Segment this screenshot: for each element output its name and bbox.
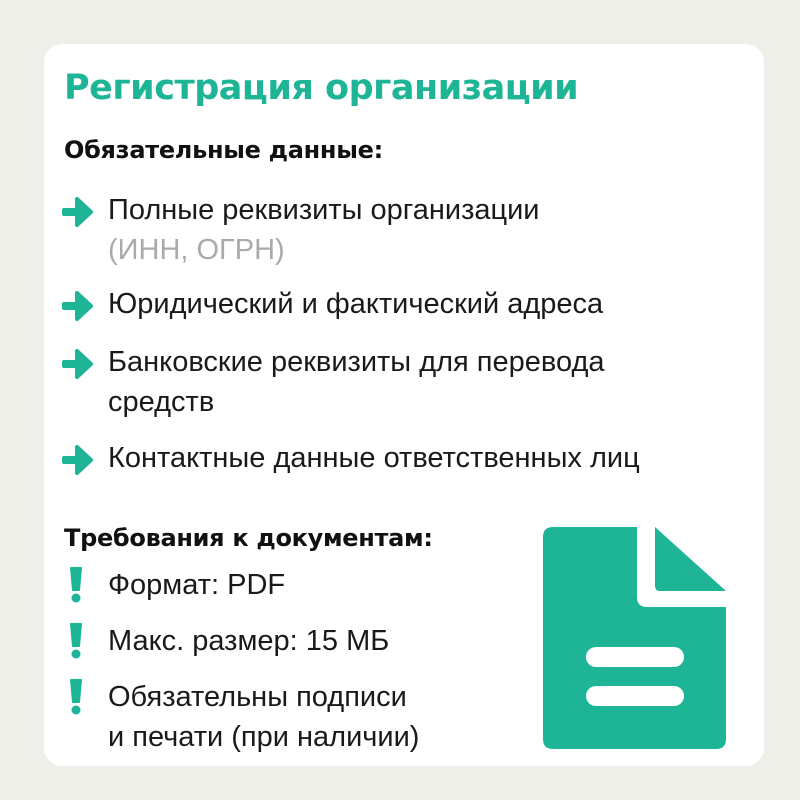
arrow-right-icon <box>62 190 108 227</box>
list-item-text: Полные реквизиты организации <box>108 194 540 226</box>
list-item-text: Формат: PDF <box>108 569 286 601</box>
list-item-text: Макс. размер: 15 МБ <box>108 625 390 657</box>
list-item <box>62 438 640 478</box>
arrow-right-icon <box>62 342 108 379</box>
list-item <box>62 565 285 605</box>
list-item-text-continued: и печати (при наличии) <box>108 721 420 753</box>
list-item <box>62 677 419 757</box>
list-item <box>62 621 389 661</box>
list-item-text-continued: средств <box>108 386 215 418</box>
page-title: Регистрация организации <box>64 68 579 108</box>
exclamation-icon <box>62 621 108 661</box>
document-icon <box>543 527 726 749</box>
document-requirements-heading: Требования к документам: <box>64 524 433 552</box>
list-item-text: Контактные данные ответственных лиц <box>108 442 640 474</box>
list-item <box>62 190 540 270</box>
list-item-text: Обязательны подписи <box>108 681 407 713</box>
list-item <box>62 342 605 422</box>
arrow-right-icon <box>62 284 108 321</box>
list-item <box>62 284 603 324</box>
required-data-heading: Обязательные данные: <box>64 136 383 164</box>
arrow-right-icon <box>62 438 108 475</box>
exclamation-icon <box>62 565 108 605</box>
list-item-text: Банковские реквизиты для перевода <box>108 346 605 378</box>
list-item-note: (ИНН, ОГРН) <box>108 234 285 266</box>
list-item-text: Юридический и фактический адреса <box>108 288 604 320</box>
exclamation-icon <box>62 677 108 717</box>
